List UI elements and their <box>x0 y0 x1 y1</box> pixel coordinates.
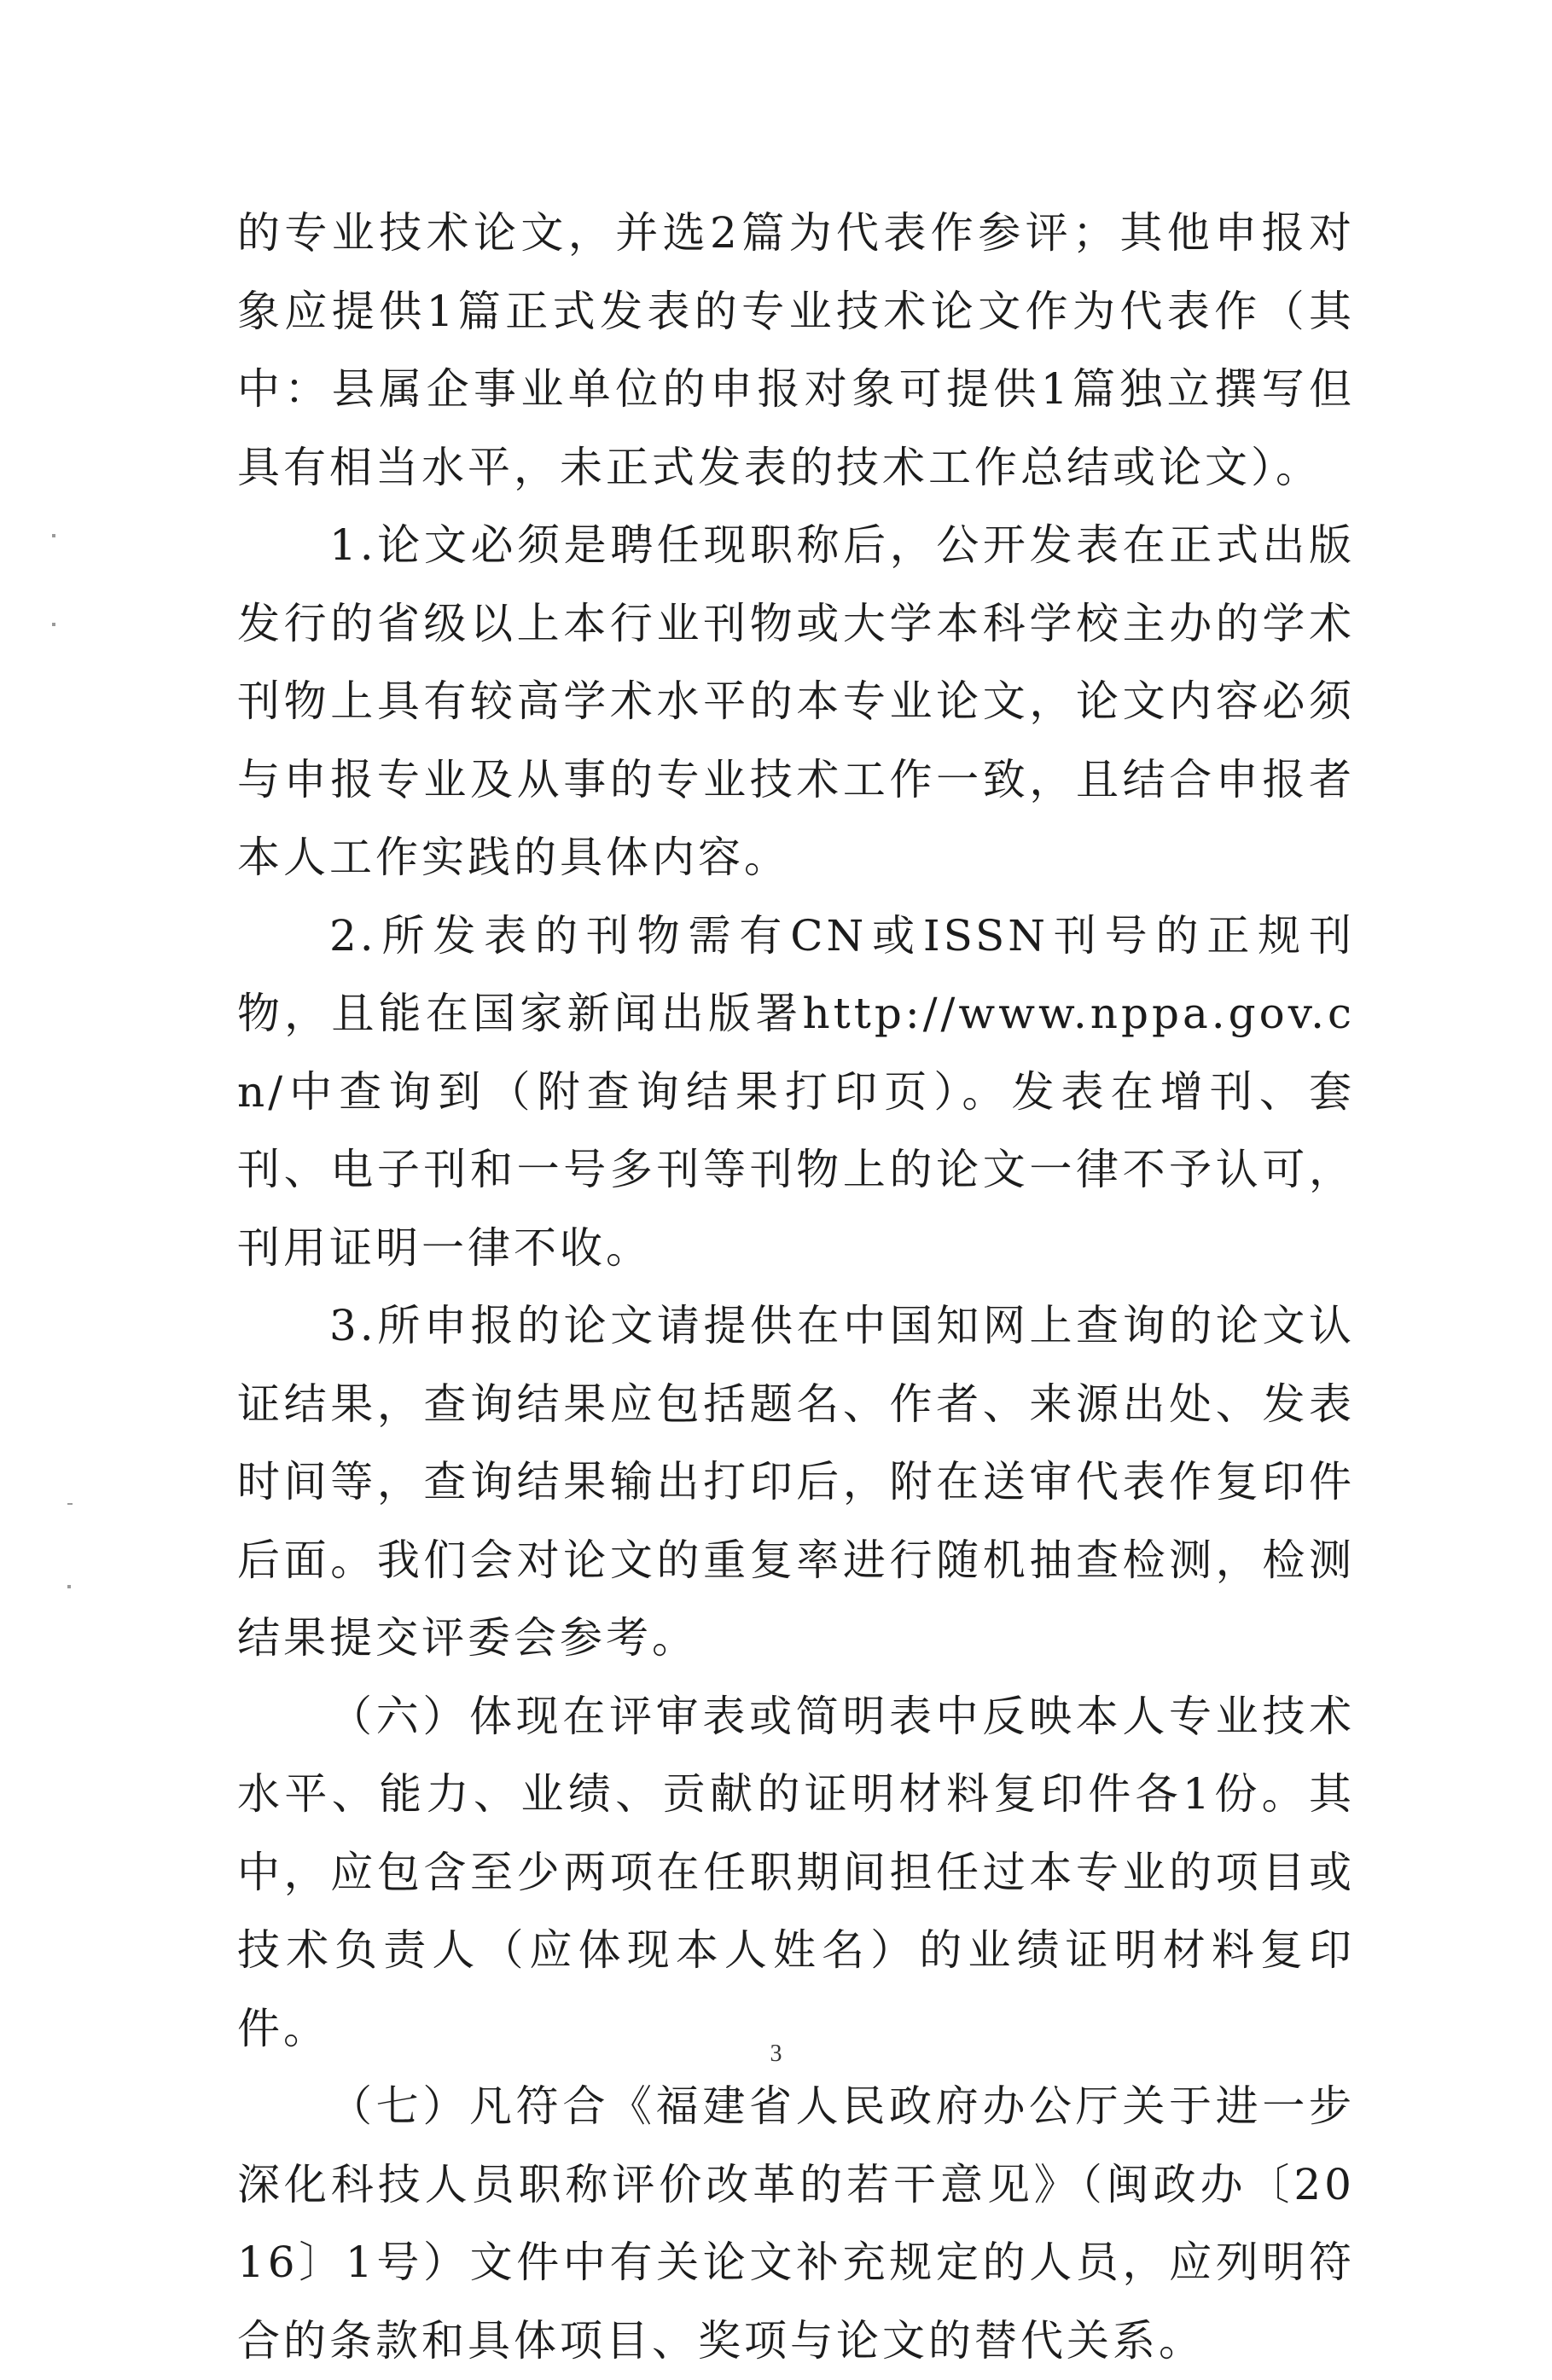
scan-speck <box>52 623 55 626</box>
paragraph-item-1: 1.论文必须是聘任现职称后，公开发表在正式出版发行的省级以上本行业刊物或大学本科学校主办的学术刊物上具有较高学术水平的本专业论文，论文内容必须与申报专业及从事的专业技术工作一致，且结合申报者本人工作实践的具体内容。 <box>237 520 1355 882</box>
paragraph-section-6: （六）体现在评审表或简明表中反映本人专业技术水平、能力、业绩、贡献的证明材料复印件各1份。其中，应包含至少两项在任职期间担任过本专业的项目或技术负责人（应体现本人姓名）的业绩证明材料复印件。 <box>237 1691 1355 2053</box>
paragraph-section-7: （七）凡符合《福建省人民政府办公厅关于进一步深化科技人员职称评价改革的若干意见》（闽政办〔2016〕1号）文件中有关论文补充规定的人员，应列明符合的条款和具体项目、奖项与论文的替代关系。 <box>237 2081 1355 2365</box>
paragraph-continuation: 的专业技术论文，并选2篇为代表作参评；其他申报对象应提供1篇正式发表的专业技术论文作为代表作（其中：县属企事业单位的申报对象可提供1篇独立撰写但具有相当水平，未正式发表的技术工作总结或论文）。 <box>237 208 1355 492</box>
scan-speck <box>52 534 55 537</box>
paragraph-item-2: 2.所发表的刊物需有CN或ISSN刊号的正规刊物，且能在国家新闻出版署http://www.nppa.gov.cn/中查询到（附查询结果打印页）。发表在增刊、套刊、电子刊和一号多刊等刊物上的论文一律不予认可，刊用证明一律不收。 <box>237 910 1355 1273</box>
scan-speck <box>67 1503 73 1505</box>
scan-speck <box>67 1585 71 1588</box>
paragraph-item-3: 3.所申报的论文请提供在中国知网上查询的论文认证结果，查询结果应包括题名、作者、来源出处、发表时间等，查询结果输出打印后，附在送审代表作复印件后面。我们会对论文的重复率进行随机抽查检测，检测结果提交评委会参考。 <box>237 1301 1355 1663</box>
page-number: 3 <box>770 2040 782 2067</box>
